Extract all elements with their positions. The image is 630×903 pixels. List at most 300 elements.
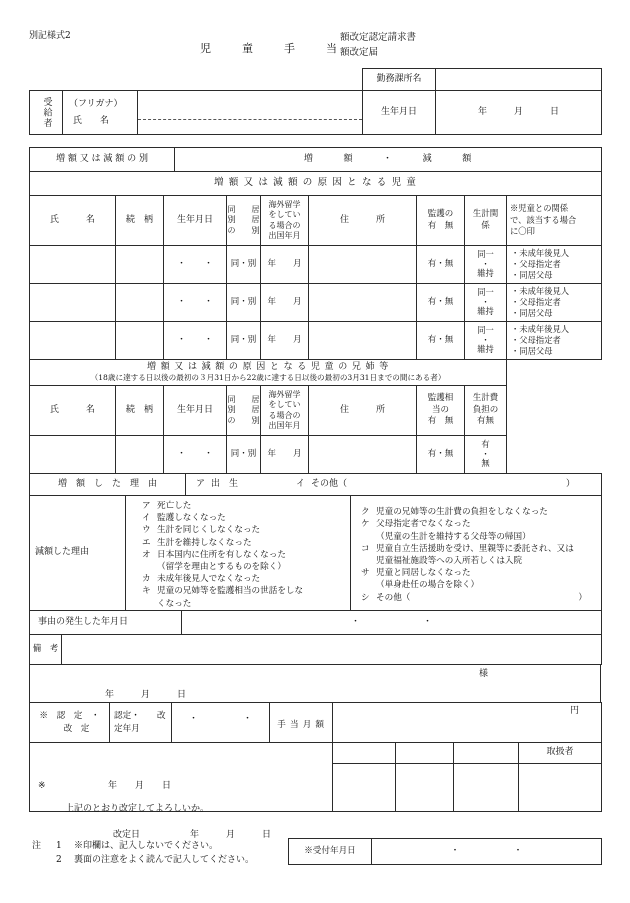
item-text: その他（ <box>376 592 411 603</box>
increase-option-a-text[interactable]: 出 生 <box>211 478 239 489</box>
sib-residence-line-1: 同 居 <box>227 394 260 404</box>
siblings-caption-filler <box>507 360 602 386</box>
child-custody-cell[interactable] <box>417 284 465 322</box>
recipient-label-cell <box>30 91 63 135</box>
approval-label-cell <box>30 703 110 743</box>
increase-reason-table <box>29 473 602 496</box>
item-mark: ア <box>142 501 151 511</box>
sibling-overseas-cell[interactable] <box>261 436 309 474</box>
item-mark: サ <box>361 568 370 579</box>
siblings-caption: 増 額 又 は 減 額 の 原 因 と な る 児 童 の 兄 姉 等 <box>146 361 390 372</box>
child-custody-value: 有・無 <box>427 258 454 269</box>
item-mark: シ <box>361 592 370 603</box>
siblings-col-residence <box>227 386 261 436</box>
livelihood-opt-1: 同一 <box>477 324 494 335</box>
stamp-cell[interactable] <box>519 764 602 812</box>
siblings-col-address-label: 住 所 <box>339 404 385 415</box>
sib-residence-line-2: 別 居 <box>227 405 260 415</box>
children-col-custody <box>417 196 465 246</box>
child-livelihood-value <box>465 288 506 318</box>
sibling-overseas-value: 年 月 <box>267 448 302 459</box>
decrease-reason-left-cell[interactable] <box>126 496 351 611</box>
siblings-row-filler <box>507 436 602 474</box>
approval-date-value-cell[interactable] <box>172 703 270 743</box>
sibling-residence-cell[interactable] <box>227 436 261 474</box>
other-close-paren: ） <box>578 592 587 603</box>
name-label: 氏 名 <box>73 115 110 126</box>
item-text: 児童と同居しなくなった <box>376 568 471 579</box>
item-mark: カ <box>142 574 151 585</box>
siblings-header-filler <box>507 386 602 436</box>
item-text: （単身赴任の場合を除く） <box>376 580 480 591</box>
child-birth-value: ・ ・ <box>176 258 213 269</box>
approval-label-line-2: 改 定 <box>63 723 90 734</box>
item-text: 監護しなくなった <box>157 513 226 524</box>
sib-overseas-line-1: 海外留学 <box>268 389 301 399</box>
event-date-label: 事由の発生した年月日 <box>38 616 129 627</box>
item-text: くなった <box>157 598 192 609</box>
overseas-line-3: る場合の <box>268 220 301 230</box>
siblings-col-custody-label <box>417 393 464 427</box>
children-col-residence <box>227 196 261 246</box>
child-residence-cell[interactable] <box>227 322 261 360</box>
item-text: 児童福祉施設等への入所若しくは入院 <box>376 555 523 566</box>
child-overseas-cell[interactable] <box>261 246 309 284</box>
birth-value-cell[interactable] <box>436 91 602 135</box>
children-table <box>29 171 602 360</box>
workplace-label: 勤務課所名 <box>376 73 422 84</box>
decrease-left-list <box>126 496 350 610</box>
sibling-birth-cell[interactable] <box>164 436 227 474</box>
revision-date-label: 改定日 <box>113 830 141 840</box>
recipient-label: 受給者 <box>41 96 52 129</box>
relationship-opt-2[interactable]: ・父母指定者 <box>511 259 561 270</box>
children-col-residence-label <box>227 205 260 236</box>
approval-label <box>30 710 109 736</box>
child-relationship-value <box>507 286 601 318</box>
receipt-value: ・ ・ <box>450 845 523 856</box>
submission-table <box>29 664 601 703</box>
stamp-cell[interactable] <box>454 743 519 764</box>
approval-date-line-2: 定年月 <box>114 723 140 734</box>
item-mark: キ <box>142 586 151 597</box>
siblings-col-relation-label: 続 柄 <box>125 404 153 415</box>
list-item[interactable] <box>142 500 350 512</box>
child-relationship-cell[interactable] <box>507 284 602 322</box>
child-livelihood-cell[interactable] <box>465 246 507 284</box>
overseas-line-4: 出国年月 <box>268 230 301 240</box>
item-mark: オ <box>142 549 151 560</box>
child-overseas-cell[interactable] <box>261 322 309 360</box>
title-line-1: 額改定認定請求書 <box>340 32 417 43</box>
sib-cost-line-1: 生計費 <box>472 393 499 404</box>
children-col-name-label: 氏 名 <box>49 214 95 225</box>
child-overseas-value: 年 月 <box>267 296 302 307</box>
sib-cost-line-2: 負担の <box>472 404 499 415</box>
page-title: 児 童 手 当 <box>200 42 351 55</box>
item-text: 父母指定者でなくなった <box>376 519 471 530</box>
name-value-cell[interactable] <box>138 91 363 135</box>
list-item[interactable] <box>142 512 350 524</box>
list-item[interactable] <box>361 543 601 555</box>
notes-label-spacer <box>32 854 56 868</box>
livelihood-opt-1: 同一 <box>477 248 494 259</box>
residence-line-1: 同 居 <box>227 204 260 214</box>
confirm-text: 上記のとおり改定してよろしいか。 <box>65 804 210 814</box>
livelihood-opt-2: 維持 <box>477 344 494 355</box>
children-col-relationship-mark <box>507 196 602 246</box>
siblings-col-relation <box>116 386 164 436</box>
relationship-opt-1[interactable]: ・未成年後見人 <box>511 324 570 335</box>
event-date-value: ・ ・ <box>350 616 432 627</box>
child-birth-cell[interactable] <box>164 322 227 360</box>
child-custody-cell[interactable] <box>417 246 465 284</box>
child-birth-value: ・ ・ <box>176 296 213 307</box>
title-line-2: 額改定届 <box>340 46 379 58</box>
siblings-caption-cell <box>30 360 507 386</box>
sib-overseas-line-2: をしてい <box>268 400 301 410</box>
relationship-opt-2[interactable]: ・父母指定者 <box>511 335 561 346</box>
item-text: 児童の兄姉等を監護相当の世話をしな <box>157 586 304 597</box>
kind-table <box>29 147 602 172</box>
item-mark: ケ <box>361 519 370 530</box>
children-caption: 増 額 又 は 減 額 の 原 因 と な る 児 童 <box>213 177 418 189</box>
form-number: 別記様式2 <box>29 31 71 41</box>
children-col-address-label: 住 所 <box>339 214 385 225</box>
list-item[interactable] <box>361 567 601 579</box>
handler-label: 取扱者 <box>546 747 574 758</box>
children-col-overseas-label <box>261 200 308 242</box>
item-mark: ク <box>361 507 370 518</box>
relationship-line-1: ※児童との関係 <box>510 203 569 214</box>
birth-label-cell <box>363 91 436 135</box>
siblings-col-birth-label: 生年月日 <box>176 404 213 415</box>
livelihood-sep: ・ <box>481 296 490 307</box>
item-mark: エ <box>142 537 151 548</box>
approval-date-label <box>110 710 171 736</box>
submission-addressee: 様 <box>478 668 488 679</box>
handler-label-cell <box>519 743 602 764</box>
children-col-address <box>309 196 417 246</box>
item-text: 児童の兄姉等の生計費の負担をしなくなった <box>376 507 548 518</box>
sibling-relation-cell[interactable] <box>116 436 164 474</box>
sibling-name-cell[interactable] <box>30 436 116 474</box>
child-residence-cell[interactable] <box>227 284 261 322</box>
sibling-cost-value <box>465 440 506 469</box>
child-custody-cell[interactable] <box>417 322 465 360</box>
note-number: 2 <box>56 854 62 865</box>
event-date-label-cell <box>30 611 182 635</box>
approval-date-value: ・ ・ <box>188 713 252 724</box>
children-col-name <box>30 196 116 246</box>
increase-option-b-close: ） <box>565 478 575 489</box>
footer-note-row <box>32 854 254 868</box>
livelihood-opt-1: 同一 <box>477 286 494 297</box>
allowance-label: 手 当 月 額 <box>277 719 325 730</box>
item-mark: コ <box>361 543 370 554</box>
list-item-continuation <box>361 579 601 591</box>
official-approval-table <box>29 702 602 743</box>
siblings-col-address <box>309 386 417 436</box>
list-item[interactable] <box>361 518 601 530</box>
child-residence-cell[interactable] <box>227 246 261 284</box>
overseas-line-2: をしてい <box>268 210 301 220</box>
table-row[interactable] <box>30 246 602 284</box>
sibling-custody-value: 有・無 <box>427 448 454 459</box>
custody-line-2: 有 無 <box>427 220 454 231</box>
children-col-custody-label <box>417 209 464 232</box>
children-caption-cell <box>30 172 602 196</box>
sibling-address-cell[interactable] <box>309 436 417 474</box>
stamp-cell[interactable] <box>396 743 454 764</box>
child-overseas-value: 年 月 <box>267 258 302 269</box>
child-overseas-cell[interactable] <box>261 284 309 322</box>
approval-date-line-1: 認定・ 改 <box>114 710 166 721</box>
list-item[interactable] <box>142 524 350 536</box>
siblings-col-residence-label <box>227 395 260 426</box>
child-relation-cell[interactable] <box>116 322 164 360</box>
siblings-col-name <box>30 386 116 436</box>
approval-label-line-1: ※ 認 定 ・ <box>39 710 100 721</box>
yen-unit: 円 <box>569 705 579 716</box>
list-item-continuation <box>142 561 350 573</box>
decrease-reason-table <box>29 495 602 611</box>
children-col-birth <box>164 196 227 246</box>
table-row[interactable] <box>30 284 602 322</box>
decrease-reason-label-cell <box>30 496 126 611</box>
approval-date-label-cell <box>110 703 172 743</box>
children-col-relation-label: 続 柄 <box>125 214 153 225</box>
table-row[interactable] <box>30 436 602 474</box>
sib-overseas-line-4: 出国年月 <box>268 420 301 430</box>
submission-cell[interactable] <box>30 665 601 703</box>
receipt-label: ※受付年月日 <box>304 845 356 856</box>
child-relation-cell[interactable] <box>116 284 164 322</box>
child-birth-cell[interactable] <box>164 246 227 284</box>
siblings-table <box>29 359 602 474</box>
livelihood-line-1: 生計関 <box>472 209 499 220</box>
kind-value-cell[interactable] <box>175 148 602 172</box>
list-item[interactable] <box>142 537 350 549</box>
stamp-cell[interactable] <box>396 764 454 812</box>
name-label-cell <box>63 91 138 135</box>
remarks-value-cell[interactable] <box>62 635 602 665</box>
livelihood-line-2: 係 <box>481 220 490 231</box>
child-residence-value: 同・別 <box>230 334 257 345</box>
list-item-continuation <box>361 531 601 543</box>
siblings-col-custody <box>417 386 465 436</box>
item-text: （児童の生計を維持する父母等の帰国） <box>376 531 531 542</box>
item-text: 児童自立生活援助を受け、里親等に委託され、又は <box>376 543 574 554</box>
child-relationship-cell[interactable] <box>507 246 602 284</box>
relationship-opt-2[interactable]: ・父母指定者 <box>511 297 561 308</box>
increase-option-a-mark[interactable]: ア <box>196 478 206 489</box>
relationship-opt-1[interactable]: ・未成年後見人 <box>511 286 570 297</box>
item-text: 日本国内に住所を有しなくなった <box>157 549 286 560</box>
receipt-label-cell <box>289 839 372 865</box>
workplace-value-cell[interactable] <box>436 69 602 91</box>
children-col-livelihood-label <box>465 209 506 232</box>
child-address-cell[interactable] <box>309 284 417 322</box>
sibling-cost-cell[interactable] <box>465 436 507 474</box>
list-item-continuation <box>361 555 601 567</box>
siblings-col-overseas <box>261 386 309 436</box>
child-relationship-value <box>507 324 601 356</box>
relationship-line-2: で、該当する場合 <box>510 214 577 225</box>
child-name-cell[interactable] <box>30 284 116 322</box>
receipt-value-cell[interactable] <box>372 839 602 865</box>
page-title-subtitles <box>340 31 416 60</box>
increase-reason-label: 増 額 し た 理 由 <box>57 478 157 489</box>
increase-reason-options-cell[interactable] <box>186 474 602 496</box>
child-custody-value: 有・無 <box>427 296 454 307</box>
relationship-line-3: に〇印 <box>510 226 535 237</box>
event-date-value-cell[interactable] <box>182 611 602 635</box>
item-text: 死亡した <box>157 501 192 511</box>
overseas-line-1: 海外留学 <box>268 199 301 209</box>
decrease-reason-label: 減額した理由 <box>35 547 90 558</box>
stamp-cell[interactable] <box>333 743 396 764</box>
birth-value: 年 月 日 <box>477 106 559 117</box>
event-date-table <box>29 610 602 635</box>
decrease-reason-right-cell[interactable] <box>351 496 602 611</box>
workplace-label-cell <box>363 69 436 91</box>
item-text: 生計を維持しなくなった <box>157 537 252 548</box>
submission-date[interactable]: 年 月 日 <box>105 689 187 700</box>
siblings-col-livelihood-cost <box>465 386 507 436</box>
child-overseas-value: 年 月 <box>267 334 302 345</box>
custody-line-1: 監護の <box>427 209 454 220</box>
child-name-cell[interactable] <box>30 246 116 284</box>
furigana-label: （フリガナ） <box>69 99 123 110</box>
child-birth-cell[interactable] <box>164 284 227 322</box>
child-address-cell[interactable] <box>309 322 417 360</box>
cost-opt-1: 有 <box>481 439 490 450</box>
decrease-right-list <box>351 502 601 604</box>
remarks-label-cell <box>30 635 62 665</box>
sibling-birth-value: ・ ・ <box>176 448 213 459</box>
siblings-col-birth <box>164 386 227 436</box>
child-residence-value: 同・別 <box>230 296 257 307</box>
child-relationship-cell[interactable] <box>507 322 602 360</box>
livelihood-sep: ・ <box>481 258 490 269</box>
sib-residence-line-3: の 別 <box>227 415 260 425</box>
stamp-cell[interactable] <box>454 764 519 812</box>
child-relation-cell[interactable] <box>116 246 164 284</box>
children-col-relationship-label <box>507 203 601 238</box>
remarks-label: 備 考 <box>32 643 59 654</box>
note-number: 1 <box>56 841 62 851</box>
relationship-opt-3[interactable]: ・同居父母 <box>511 269 553 280</box>
relationship-opt-1[interactable]: ・未成年後見人 <box>511 248 570 259</box>
item-text: 生計を同じくしなくなった <box>157 525 261 536</box>
footer-note-row <box>32 840 254 854</box>
child-residence-value: 同・別 <box>230 258 257 269</box>
item-mark: イ <box>142 513 151 524</box>
sib-custody-line-1: 監護相 <box>427 393 454 404</box>
confirm-cell[interactable] <box>30 743 333 840</box>
birth-label: 生年月日 <box>380 106 417 117</box>
revision-date-value[interactable]: 年 月 日 <box>190 830 272 840</box>
item-text: （留学を理由とするものを除く） <box>157 562 286 573</box>
list-item[interactable] <box>361 592 601 604</box>
child-birth-value: ・ ・ <box>176 334 213 345</box>
furigana-dotted-line <box>138 118 362 120</box>
increase-option-b-mark[interactable]: イ <box>296 478 306 489</box>
allowance-label-cell <box>270 703 333 743</box>
increase-option-b-text[interactable]: その他（ <box>311 478 348 489</box>
receipt-date-table <box>288 838 602 865</box>
cost-opt-2: 無 <box>481 458 490 469</box>
confirm-mark: ※ <box>38 781 46 791</box>
cost-sep: ・ <box>481 448 490 459</box>
child-name-cell[interactable] <box>30 322 116 360</box>
siblings-caption-sub: （18歳に達する日以後の最初の３月31日から22歳に達する日以後の最初の3月31日までの間にある者） <box>90 373 446 383</box>
siblings-col-name-label: 氏 名 <box>49 404 95 415</box>
sibling-custody-cell[interactable] <box>417 436 465 474</box>
list-item-continuation <box>142 598 350 610</box>
allowance-value-cell[interactable] <box>333 703 602 743</box>
kind-value: 増 額 ・ 減 額 <box>303 153 473 164</box>
notes-label: 注 <box>32 841 42 851</box>
children-col-birth-label: 生年月日 <box>176 214 213 225</box>
children-col-relation <box>116 196 164 246</box>
child-livelihood-cell[interactable] <box>465 322 507 360</box>
livelihood-opt-2: 維持 <box>477 268 494 279</box>
child-relationship-value <box>507 248 601 280</box>
sib-cost-line-3: 有無 <box>477 416 495 427</box>
list-item[interactable] <box>142 549 350 561</box>
note-text: 裏面の注意をよく読んで記入してください。 <box>74 854 255 865</box>
livelihood-opt-2: 維持 <box>477 306 494 317</box>
table-row[interactable] <box>30 322 602 360</box>
sib-overseas-line-3: る場合の <box>268 410 301 420</box>
footer-notes <box>32 840 254 867</box>
kind-label-cell <box>30 148 175 172</box>
increase-reason-label-cell <box>30 474 186 496</box>
note-text: ※印欄は、記入しないでください。 <box>74 841 219 851</box>
siblings-col-livelihood-cost-label <box>465 393 506 427</box>
child-livelihood-value <box>465 326 506 356</box>
list-item[interactable] <box>142 585 350 597</box>
siblings-col-overseas-label <box>261 390 308 432</box>
relationship-opt-3[interactable]: ・同居父母 <box>511 307 553 318</box>
children-col-overseas <box>261 196 309 246</box>
livelihood-sep: ・ <box>481 334 490 345</box>
child-custody-value: 有・無 <box>427 334 454 345</box>
item-mark: ウ <box>142 525 151 536</box>
stamp-cell[interactable] <box>333 764 396 812</box>
list-item[interactable] <box>361 506 601 518</box>
remarks-table <box>29 634 602 665</box>
children-col-livelihood <box>465 196 507 246</box>
residence-line-2: 別 居 <box>227 215 260 225</box>
official-confirm-table <box>29 742 602 840</box>
child-address-cell[interactable] <box>309 246 417 284</box>
list-item[interactable] <box>142 573 350 585</box>
kind-label: 増 額 又 は 減 額 の 別 <box>55 153 149 164</box>
child-livelihood-cell[interactable] <box>465 284 507 322</box>
item-text: 未成年後見人でなくなった <box>157 574 261 585</box>
child-livelihood-value <box>465 250 506 280</box>
sib-custody-line-2: 当の <box>431 404 449 415</box>
sibling-residence-value: 同・別 <box>230 448 257 459</box>
header-table <box>29 68 602 135</box>
confirm-date[interactable]: 年 月 日 <box>108 781 172 791</box>
sib-custody-line-3: 有 無 <box>427 416 454 427</box>
relationship-opt-3[interactable]: ・同居父母 <box>511 345 553 356</box>
residence-line-3: の 別 <box>227 225 260 235</box>
